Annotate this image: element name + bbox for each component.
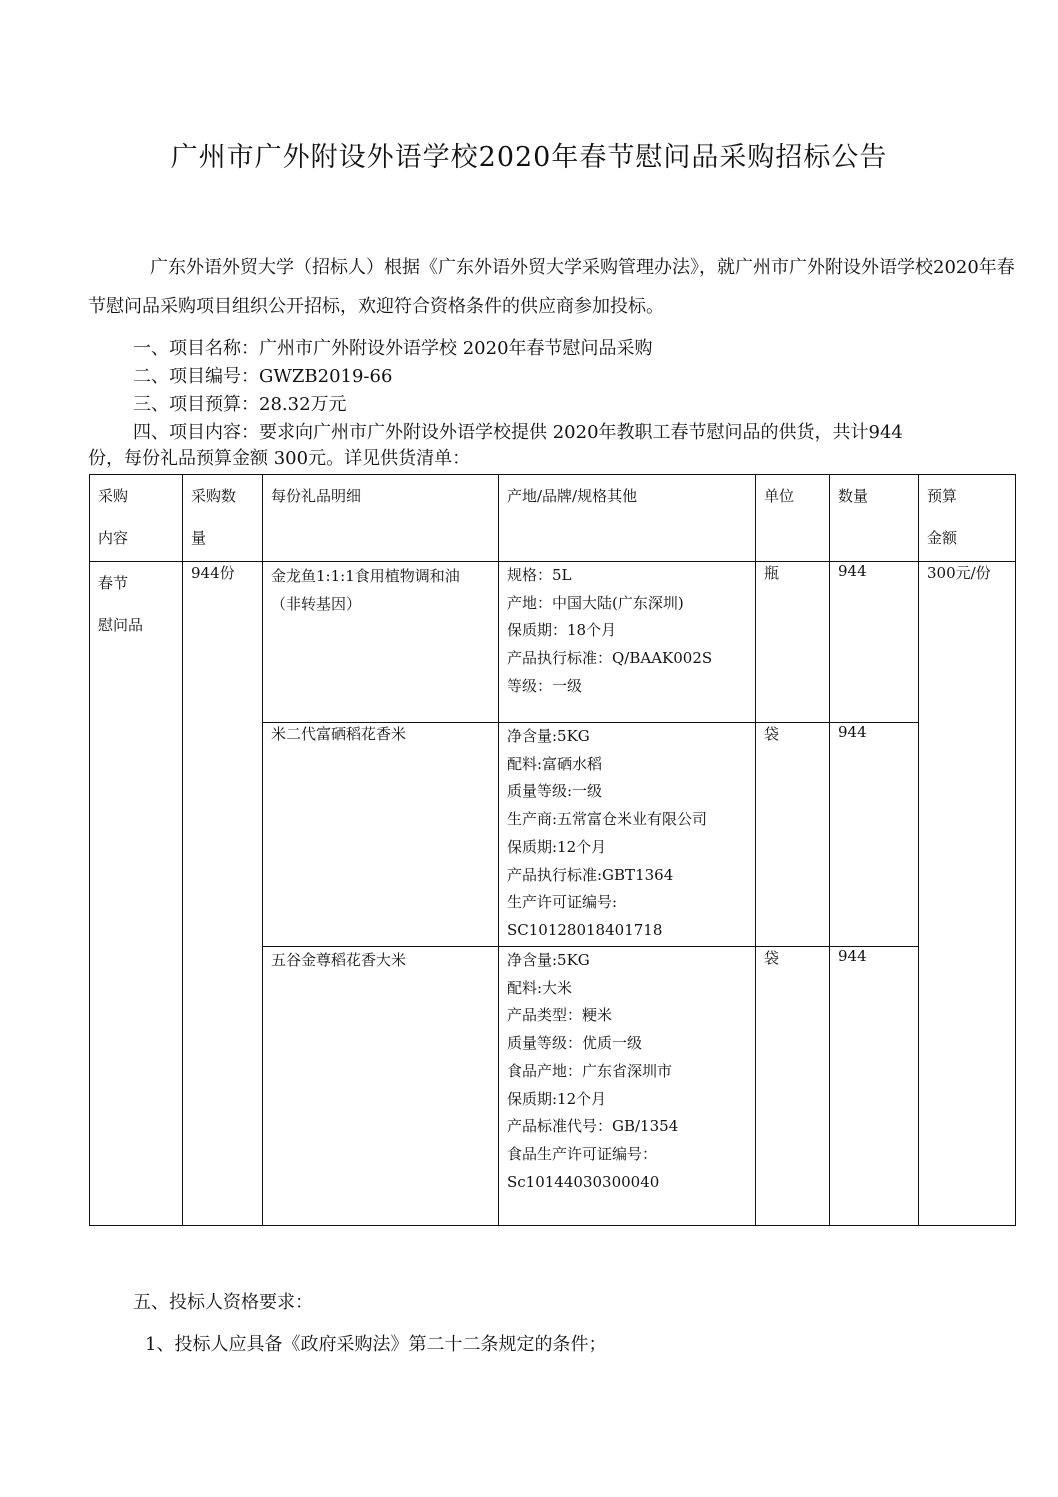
spec-line: 质量等级:一级: [507, 782, 603, 801]
spec-line: 配料:富硒水稻: [507, 754, 603, 773]
category-line1: 春节: [98, 574, 129, 592]
header-quantity-line1: 采购数: [191, 487, 237, 505]
spec-line: 规格：5L: [507, 566, 572, 584]
supply-list-table: [89, 474, 1016, 1226]
spec-line: 净含量:5KG: [507, 727, 590, 745]
project-content-line1: 四、项目内容：要求向广州市广外附设外语学校提供 2020年教职工春节慰问品的供货，共计944: [133, 422, 903, 443]
header-quantity: [183, 475, 263, 562]
spec-line: 保质期：18个月: [507, 621, 617, 640]
budget-cell: 300元/份: [919, 562, 1016, 1226]
item-spec-cell: [499, 947, 756, 1226]
category-line2: 慰问品: [98, 616, 144, 634]
header-budget-line2: 金额: [927, 529, 958, 547]
item-spec-cell: [499, 723, 756, 947]
item-count-cell: 944: [830, 947, 919, 1226]
header-detail-text: 每份礼品明细: [271, 487, 362, 505]
header-budget: [919, 475, 1016, 562]
item-name-cell: [263, 562, 499, 723]
project-budget: 三、项目预算：28.32万元: [133, 394, 347, 415]
table-row: [90, 562, 1016, 723]
spec-line: 保质期:12个月: [507, 837, 607, 856]
header-budget-line1: 预算: [927, 487, 958, 505]
project-name: 一、项目名称：广州市广外附设外语学校 2020年春节慰问品采购: [133, 338, 653, 359]
quantity-cell: 944份: [183, 562, 263, 1226]
project-content-line2: 份，每份礼品预算金额 300元。详见供货清单：: [88, 448, 471, 469]
spec-line: 等级：一级: [507, 676, 583, 695]
item-spec-cell: [499, 562, 756, 723]
header-category: [90, 475, 183, 562]
category-cell: [90, 562, 183, 1226]
requirement-1: 1、投标人应具备《政府采购法》第二十二条规定的条件；: [145, 1334, 607, 1355]
header-unit-text: 单位: [764, 487, 795, 505]
item-name-line2: （非转基因）: [271, 595, 362, 613]
header-count-text: 数量: [838, 487, 869, 505]
item-count-cell: 944: [830, 723, 919, 947]
header-quantity-line2: 量: [191, 529, 207, 547]
header-spec-text: 产地/品牌/规格其他: [507, 487, 638, 505]
header-count: [830, 475, 919, 562]
section-5-heading: 五、投标人资格要求：: [133, 1292, 313, 1313]
spec-line: 食品生产许可证编号：: [507, 1144, 658, 1163]
header-spec: [499, 475, 756, 562]
item-name-line1: 金龙鱼1:1:1食用植物调和油: [271, 567, 460, 585]
spec-line: 保质期:12个月: [507, 1089, 607, 1108]
project-number: 二、项目编号：GWZB2019-66: [133, 366, 393, 387]
item-name-cell: 五谷金尊稻花香大米: [263, 947, 499, 1226]
item-unit-cell: 袋: [756, 723, 830, 947]
spec-line: SC10128018401718: [507, 920, 663, 939]
item-unit-cell: 袋: [756, 947, 830, 1226]
spec-line: 质量等级：优质一级: [507, 1034, 643, 1053]
spec-line: 食品产地：广东省深圳市: [507, 1061, 673, 1080]
header-detail: [263, 475, 499, 562]
item-unit-cell: 瓶: [756, 562, 830, 723]
item-name-cell: 米二代富硒稻花香米: [263, 723, 499, 947]
header-category-line2: 内容: [98, 529, 129, 547]
intro-paragraph: 广东外语外贸大学（招标人）根据《广东外语外贸大学采购管理办法》，就广州市广外附设外语学校2020年春节慰问品采购项目组织公开招标，欢迎符合资格条件的供应商参加投标。: [88, 257, 1015, 317]
header-category-line1: 采购: [98, 487, 129, 505]
spec-line: 产品执行标准：Q/BAAK002S: [507, 649, 713, 668]
spec-line: 产地：中国大陆(广东深圳): [507, 593, 684, 612]
spec-line: 配料:大米: [507, 978, 573, 997]
spec-line: 产品类型：粳米: [507, 1006, 613, 1025]
spec-line: 产品执行标准:GBT1364: [507, 865, 674, 884]
spec-line: 生产商:五常富仓米业有限公司: [507, 810, 708, 829]
table-header-row: [90, 475, 1016, 562]
spec-line: Sc10144030300040: [507, 1172, 660, 1191]
spec-line: 净含量:5KG: [507, 951, 590, 969]
page-title: 广州市广外附设外语学校2020年春节慰问品采购招标公告: [170, 142, 888, 173]
item-count-cell: 944: [830, 562, 919, 723]
spec-line: 产品标准代号：GB/1354: [507, 1117, 679, 1136]
spec-line: 生产许可证编号:: [507, 893, 618, 912]
header-unit: [756, 475, 830, 562]
